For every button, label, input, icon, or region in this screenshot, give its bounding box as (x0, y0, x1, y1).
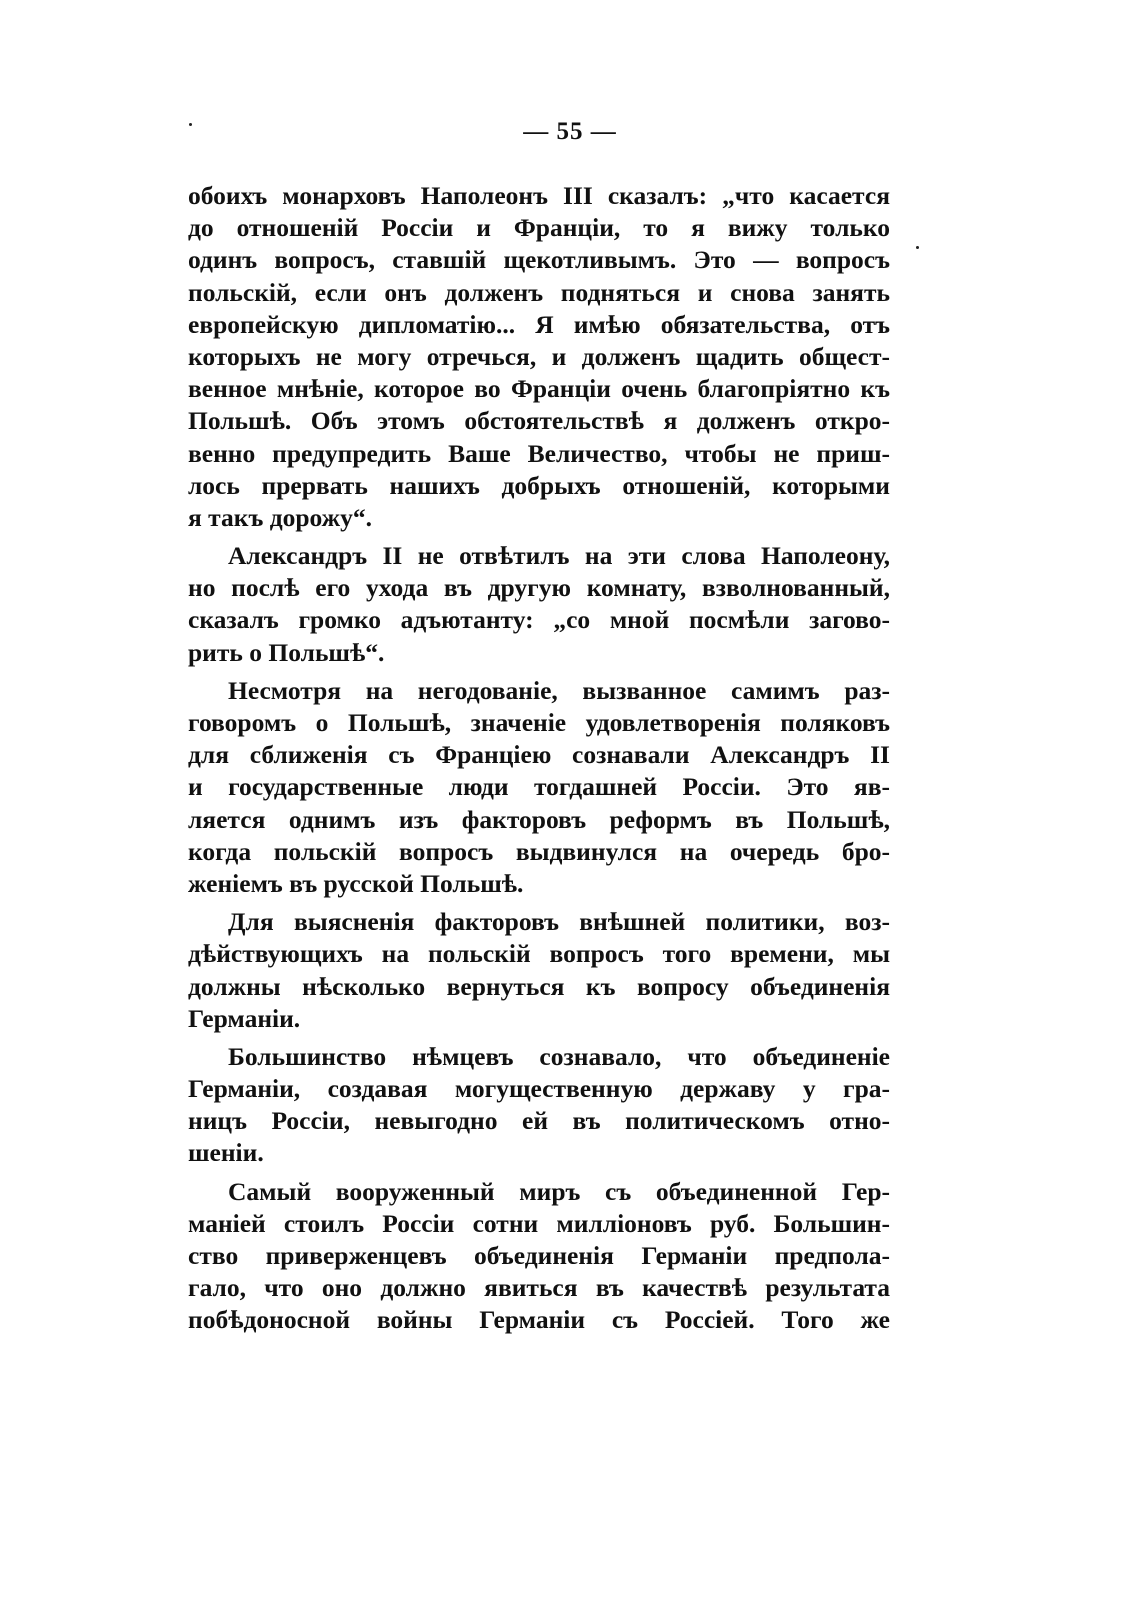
text-line: я такъ дорожу“. (188, 502, 373, 532)
text-line: Александръ II не отвѣтилъ на эти слова Наполеону, (228, 541, 890, 571)
text-line: маніей стоилъ Россіи сотни милліоновъ руб. Большин- (188, 1208, 890, 1238)
text-line: до отношеній Россіи и Франціи, то я вижу только (188, 213, 890, 243)
text-line: Самый вооруженный миръ съ объединенной Гер- (228, 1176, 890, 1206)
text-line: обоихъ монарховъ Наполеонъ III сказалъ: „что касается (188, 181, 890, 210)
text-line: женіемъ въ русской Польшѣ. (188, 868, 524, 898)
page-number: — 55 — (523, 118, 617, 145)
text-line: гало, что оно должно явиться въ качествѣ результата (188, 1273, 890, 1303)
paragraph (188, 1041, 890, 1170)
paragraph (188, 540, 890, 669)
text-line: польскій, если онъ долженъ подняться и снова занять (188, 277, 890, 307)
text-line: побѣдоносной войны Германіи съ Россіей. Того же (188, 1305, 890, 1335)
text-line: и государственные люди тогдашней Россіи. Это яв- (188, 772, 890, 802)
text-line: которыхъ не могу отречься, и долженъ щадить общест- (188, 341, 890, 371)
text-line: Несмотря на негодованіе, вызванное самимъ раз- (228, 675, 890, 705)
scan-speck (189, 123, 192, 126)
text-line: Германіи. (188, 1003, 301, 1033)
text-line: когда польскій вопросъ выдвинулся на очередь бро- (188, 836, 890, 866)
text-line: европейскую дипломатію... Я имѣю обязательства, отъ (188, 309, 890, 339)
text-line: Польшѣ. Объ этомъ обстоятельствѣ я долженъ откро- (188, 406, 890, 436)
text-line: шеніи. (188, 1138, 264, 1168)
text-line: рить о Польшѣ“. (188, 637, 385, 667)
text-line: сказалъ громко адъютанту: „со мной посмѣли загово- (188, 605, 890, 635)
text-line: ницъ Россіи, невыгодно ей въ политическомъ отно- (188, 1106, 890, 1136)
text-line: Большинство нѣмцевъ сознавало, что объединеніе (228, 1041, 890, 1071)
paragraph (188, 675, 890, 900)
text-line: одинъ вопросъ, ставшій щекотливымъ. Это — вопросъ (188, 245, 890, 275)
text-line: Для выясненія факторовъ внѣшней политики, воз- (228, 907, 890, 937)
text-line: должны нѣсколько вернуться къ вопросу объединенія (188, 971, 890, 1001)
text-line: ство приверженцевъ объединенія Германіи предпола- (188, 1241, 890, 1270)
text-line: Германіи, создавая могущественную державу у гра- (188, 1074, 890, 1104)
scan-speck (916, 246, 919, 249)
text-line: венно предупредить Ваше Величество, чтобы не приш- (188, 438, 890, 468)
text-line: дѣйствующихъ на польскій вопросъ того времени, мы (188, 939, 890, 969)
text-line: венное мнѣніе, которое во Франціи очень благопріятно къ (188, 374, 890, 404)
paragraph (188, 906, 890, 1035)
text-line: но послѣ его ухода въ другую комнату, взволнованный, (188, 573, 890, 603)
text-line: для сближенія съ Франціею сознавали Александръ II (188, 740, 890, 770)
paragraph (188, 180, 890, 534)
text-line: ляется однимъ изъ факторовъ реформъ въ Польшѣ, (188, 804, 890, 834)
text-line: говоромъ о Польшѣ, значеніе удовлетворенія поляковъ (188, 708, 890, 737)
paragraph (188, 1176, 890, 1337)
text-line: лось прервать нашихъ добрыхъ отношеній, которыми (188, 470, 890, 500)
body-text (188, 180, 890, 1337)
